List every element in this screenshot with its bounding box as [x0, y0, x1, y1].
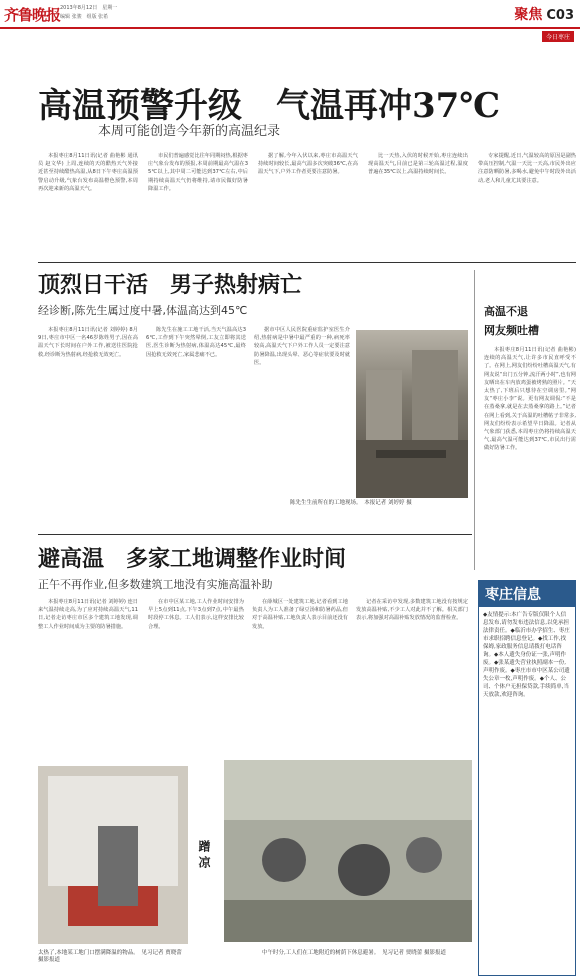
divider [38, 534, 472, 535]
side-text: 本报枣庄8月11日讯(记者 曲艳彬) 连续的高温天气,让许多市民直呼受不了。在网上,网友们纷纷吐槽高温天气,有网友说“出门五分钟,流汗两小时”,也有网友晒出在车内放鸡蛋被烤熟的照片。“天太热了,下班后只想待在空调房里。”网友“枣庄小李”说。更有网友调侃:“不是在蒸桑拿,就是在去蒸桑拿的路上。”记者在网上看到,关于高温的吐槽帖子非常多,网友们纷纷表示希望早日降温。记者从气象部门获悉,本周枣庄仍将持续高温天气,最高气温可能达到37℃,市民出行需做好防暑工作。 [484, 347, 576, 452]
masthead-logo: 齐鲁晚报 [4, 6, 61, 24]
page-number: C03 [546, 8, 574, 23]
info-box [478, 580, 576, 976]
article1-subtitle: 本周可能创造今年新的高温纪录 [98, 124, 281, 139]
article1-col5: 专家提醒,近日,气温较高的原因是副热带高压控制,气温一天比一天高,市民外出应注意防晒防暑,多喝水,避免中午时段外出活动,老人和儿童尤其要注意。 [478, 153, 576, 184]
building-entrance-art [38, 766, 188, 944]
article2-col1: 本报枣庄8月11日讯(记者 刘婷婷) 8月9日,枣庄市中区一名46岁陈姓男子,因在高温天气下长时间在户外工作,被送往医院抢救,经诊断为热射病,经抢救无效死亡。 [38, 327, 138, 358]
article2-caption: 陈先生生前所在的工地现场。 本报记者 刘婷婷 摄 [290, 500, 412, 506]
article2-title: 顶烈日干活 男子热射病亡 [38, 272, 303, 298]
article2-col2: 陈先生在施工工地干活,当天气温高达36℃,工作到下午突然晕倒,工友立即将其送医,医生诊断为热射病,体温高达45℃,最终因抢救无效死亡,家属悲痛不已。 [146, 327, 246, 358]
info-box-text: ◆友情提示:本广告专版仅限个人信息发布,请勿发布违法信息,以免承担法律责任。◆临沂市办学招生、枣庄市求职招聘信息登记。◆找工作,找保姆,家政服务信息请拨打电话咨询。◆本人遗失身份证一张,声明作废。◆张某遗失营业执照副本一份,声明作废。◆枣庄市市中区某公司遗失公章一枚,声明作废。◆个人、公司、个体户无担保贷款,手续简单,当天放款,欢迎咨询。 [483, 612, 570, 698]
article1-col2: 市民们普遍感觉比往年同期闷热,根据枣庄气象台发布的预报,本周前期最高气温在35℃以上,其中周二可能达到37℃左右,中后期持续高温天气仍将维持,请市民做好防暑降温工作。 [148, 153, 248, 192]
article2-col3: 据市中区人民医院重症监护室医生介绍,热射病是中暑中最严重的一种,病死率较高,高温天气下户外工作人员一定要注意防暑降温,出现头晕、恶心等症状要及时就医。 [254, 327, 350, 366]
column-divider [474, 270, 475, 570]
article3-col4: 记者在采访中发现,多数建筑工地没有按规定发放高温补贴,不少工人对此并不了解。相关部门表示,将加强对高温补贴发放情况的监督检查。 [356, 599, 468, 622]
article3-caption-left: 太热了,本地某工地门口摆满降温的物品。 见习记者 贾晓蕾 摄影报道 [38, 950, 182, 963]
section-header [514, 4, 574, 43]
article3-title: 避高温 多家工地调整作业时间 [38, 546, 347, 572]
article2-subtitle: 经诊断,陈先生属过度中暑,体温高达到45℃ [38, 304, 248, 317]
building-entrance-photo [38, 766, 188, 944]
editor-credits: 编辑 张骏 组版 张希 [60, 14, 109, 20]
article3-col2: 在市中区某工地,工人作业时间安排为早上5点到11点,下午3点到7点,中午最热时段停工休息。工人们表示,这样安排比较合理。 [148, 599, 244, 630]
side-title-2: 网友频吐槽 [484, 324, 539, 337]
section-sub: 今日枣庄 [542, 31, 574, 42]
article1-title: 高温预警升级 气温再冲37℃ [38, 86, 501, 126]
worksite-photo [356, 330, 468, 498]
issue-date: 2013年8月12日 星期一 [60, 5, 118, 11]
side-title-1: 高温不退 [484, 305, 528, 318]
article1-col3: 据了解,今年入伏以来,枣庄市高温天气持续时间较长,最高气温多次突破36℃,在高温天气下,户外工作者更要注意防暑。 [258, 153, 358, 176]
article1-col1: 本报枣庄8月11日讯(记者 曲艳彬 通讯员 赵文华) 上周,连续的天的酷热天气外接近甚至持续酷热高温,从8日下午枣庄高温预警启动升级,气象台发布高温橙色预警,本周再次迎来新的高温天气。 [38, 153, 138, 192]
article3-col3: 在薛城区一处建筑工地,记者看到工地负责人为工人准备了绿豆汤和防暑药品,但对于高温补贴,工地负责人表示目前还没有发放。 [252, 599, 348, 630]
article3-caption-right: 中午时分,工人们在工地附近的树荫下休息避暑。 见习记者 贾晓蕾 摄影报道 [262, 950, 446, 956]
header-rule [0, 27, 580, 29]
section-name: 聚焦 [514, 7, 543, 23]
divider [38, 262, 576, 263]
workers-rest-art [224, 760, 472, 942]
article3-vertical-text: 蹭凉 [197, 840, 211, 872]
article3-subtitle: 正午不再作业,但多数建筑工地没有实施高温补助 [38, 578, 273, 591]
info-box-title: 枣庄信息 [479, 581, 575, 607]
article3-col1: 本报枣庄8月11日讯(记者 刘婷婷) 连日来气温持续走高,为了应对持续高温天气,11日,记者走访枣庄市区多个建筑工地发现,调整工人作业时间成为主要的防暑措施。 [38, 599, 138, 630]
workers-rest-photo [224, 760, 472, 942]
article1-col4: 比一天热,入伏的时候开始,枣庄连续出现高温天气,目前已是第三轮高温过程,温度普遍在35℃以上,高温持续时间长。 [368, 153, 468, 176]
worksite-photo-art [356, 330, 468, 498]
